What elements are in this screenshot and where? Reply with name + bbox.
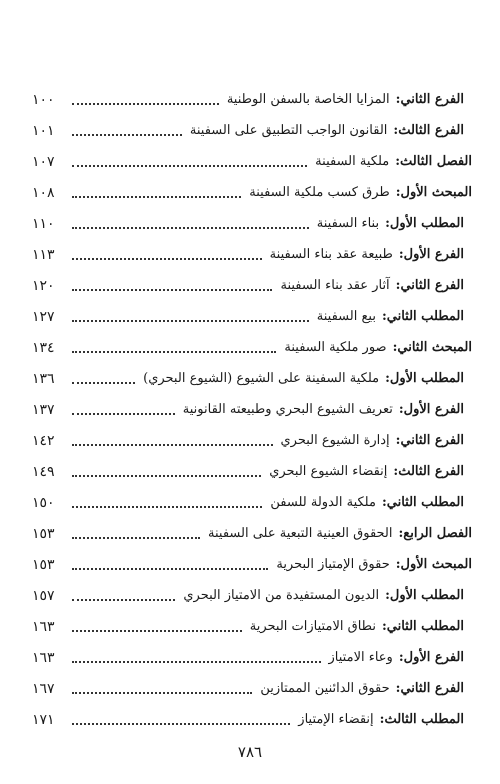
toc-entry-title: نطاق الامتيازات البحرية [249,619,376,634]
toc-entry-label: المطلب الثاني: [381,309,464,324]
toc-entry-label: المطلب الثالث: [379,712,464,727]
toc-entry-label: المطلب الأول: [385,588,464,603]
toc-entry-title: بناء السفينة [316,216,380,231]
dot-leader [72,102,219,105]
toc-entry [32,421,472,449]
toc-entry [32,514,472,542]
toc-entry-title: إنقضاء الإمتياز [298,712,374,727]
toc-entry-title: إدارة الشيوع البحري [280,433,390,448]
toc-entry-title: المزايا الخاصة بالسفن الوطنية [226,92,390,107]
toc-entry [32,142,472,170]
toc-entry-page: ١٣٧ [32,402,55,418]
dot-leader [72,226,309,229]
dot-leader [72,350,276,353]
toc-entry-label: الفرع الثاني: [395,681,464,696]
toc-entry-page: ١٤٢ [32,433,55,449]
dot-leader [72,567,268,570]
dot-leader [72,474,261,477]
toc-entry-page: ١٥٧ [32,588,55,604]
toc-entry [32,607,472,635]
toc-entry-label: المبحث الأول: [395,185,472,200]
toc-entry [32,266,472,294]
toc-entry-page: ١٠٠ [32,92,55,108]
toc-entry-label: المطلب الأول: [385,371,464,386]
toc-entry [32,700,472,728]
dot-leader [72,412,175,415]
toc-entry-page: ١٦٧ [32,681,55,697]
toc-entry-page: ١٠٨ [32,185,55,201]
toc-entry-title: إنقضاء الشيوع البحري [269,464,388,479]
dot-leader [72,319,309,322]
toc-entry-label: الفصل الثالث: [395,154,472,169]
dot-leader [72,195,241,198]
toc-entry-label: المبحث الثاني: [392,340,472,355]
toc-entry [32,390,472,418]
toc-entry-page: ١١٣ [32,247,55,263]
toc-entry-title: القانون الواجب التطبيق على السفينة [189,123,388,138]
page-number: ٧٨٦ [237,743,263,761]
toc-entry-page: ١٥٣ [32,526,55,542]
dot-leader [72,443,273,446]
toc-entry-title: طبيعة عقد بناء السفينة [269,247,393,262]
toc-entry [32,80,472,108]
toc-entry-label: الفرع الثالث: [393,123,464,138]
toc-entry [32,111,472,139]
toc-entry-page: ١٠٧ [32,154,55,170]
dot-leader [72,598,175,601]
toc-entry-page: ١٢٠ [32,278,55,294]
toc-entry-title: الديون المستفيدة من الامتياز البحري [183,588,380,603]
dot-leader [72,722,290,725]
toc-entry-label: الفصل الرابع: [398,526,472,541]
toc-entry [32,328,472,356]
dot-leader [72,505,262,508]
toc-entry-label: الفرع الثاني: [395,278,464,293]
toc-entry-page: ١٣٤ [32,340,55,356]
toc-entry-label: الفرع الثالث: [393,464,464,479]
toc-entry-title: الحقوق العينية التبعية على السفينة [208,526,393,541]
toc-entry [32,669,472,697]
toc-entry-page: ١٤٩ [32,464,55,480]
toc-entry [32,204,472,232]
toc-entry-title: آثار عقد بناء السفينة [280,278,390,293]
toc-entry-label: المطلب الأول: [385,216,464,231]
dot-leader [72,381,135,384]
toc-entry [32,235,472,263]
toc-entry-title: حقوق الإمتياز البحرية [276,557,390,572]
toc-entry [32,452,472,480]
toc-entry-label: الفرع الأول: [398,650,464,665]
toc-entry [32,576,472,604]
dot-leader [72,660,321,663]
toc-entry-page: ١٧١ [32,712,55,728]
toc-entry-title: حقوق الدائنين الممتازين [260,681,390,696]
toc-entry-page: ١٦٣ [32,619,55,635]
toc-entry-label: الفرع الأول: [398,247,464,262]
dot-leader [72,691,252,694]
toc-entry [32,483,472,511]
toc-entry-label: المطلب الثاني: [381,495,464,510]
toc-entry-title: ملكية السفينة [315,154,390,169]
toc-entry-page: ١٥٠ [32,495,55,511]
dot-leader [72,629,242,632]
toc-entry-title: طرق كسب ملكية السفينة [249,185,390,200]
toc-entry-page: ١١٠ [32,216,55,232]
toc-entry-label: المبحث الأول: [395,557,472,572]
dot-leader [72,164,307,167]
toc-entry-page: ١٥٣ [32,557,55,573]
dot-leader [72,257,262,260]
toc-entry [32,173,472,201]
toc-entry [32,638,472,666]
toc-entry [32,545,472,573]
toc-entry-title: ملكية الدولة للسفن [270,495,376,510]
dot-leader [72,536,200,539]
dot-leader [72,288,272,291]
toc-entry-title: تعريف الشيوع البحري وطبيعته القانونية [182,402,393,417]
toc-entry-title: بيع السفينة [316,309,376,324]
toc-entry [32,297,472,325]
toc-entry-title: وعاء الامتياز [328,650,393,665]
dot-leader [72,133,182,136]
toc-entry [32,359,472,387]
toc-entry-label: المطلب الثاني: [381,619,464,634]
toc-entry-page: ١٠١ [32,123,55,139]
toc-entry-title: ملكية السفينة على الشيوع (الشيوع البحري) [143,371,380,386]
toc-entry-label: الفرع الثاني: [395,92,464,107]
toc-entry-page: ١٦٣ [32,650,55,666]
toc-entry-page: ١٢٧ [32,309,55,325]
toc-entry-label: الفرع الأول: [398,402,464,417]
toc-entry-page: ١٣٦ [32,371,55,387]
toc-entry-label: الفرع الثاني: [395,433,464,448]
toc-entry-title: صور ملكية السفينة [284,340,387,355]
